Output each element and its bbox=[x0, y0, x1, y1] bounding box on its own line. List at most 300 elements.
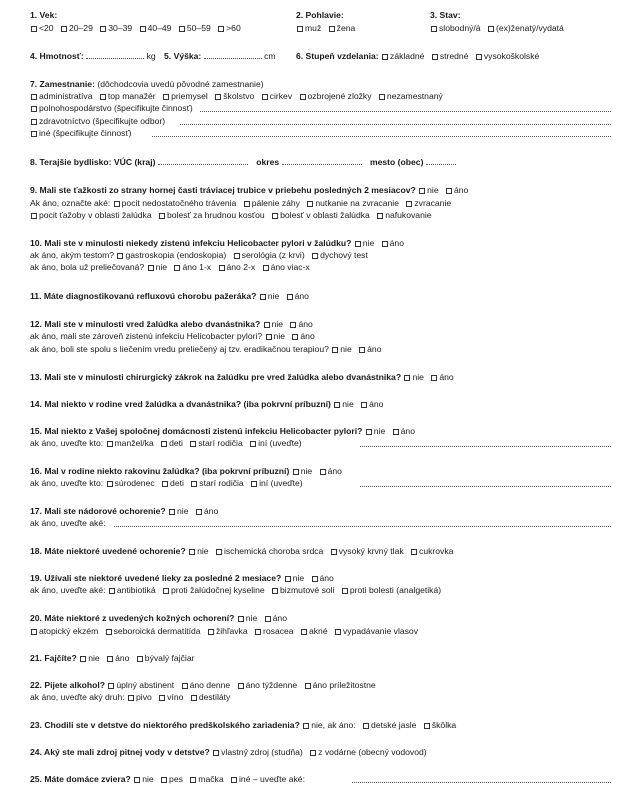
q7-options bbox=[30, 91, 611, 102]
q24-opt: vlastný zdroj (studňa) bbox=[221, 747, 303, 757]
q20-yes: áno bbox=[272, 613, 287, 623]
q25-opt: mačka bbox=[198, 774, 224, 784]
checkbox[interactable] bbox=[128, 695, 134, 701]
q7-other1-label: polnohospodárstvo (špecifikujte činnosť) bbox=[39, 103, 193, 113]
q19-drug: bizmutové soli bbox=[280, 585, 335, 595]
q19-sub: ak áno, uveďte aké: bbox=[30, 585, 106, 595]
checkbox[interactable] bbox=[303, 723, 309, 729]
checkbox[interactable] bbox=[335, 629, 341, 635]
q3-options bbox=[430, 23, 564, 34]
q22-title: 22. Pijete alkohol? bbox=[30, 680, 105, 690]
q24-title: 24. Aký ste mali zdroj pitnej vody v detstve? bbox=[30, 747, 210, 757]
q16-note: (iba pokrvní príbuzní) bbox=[201, 466, 290, 476]
checkbox[interactable] bbox=[161, 441, 167, 447]
q6-title: 6. Stupeň vzdelania: bbox=[296, 51, 379, 61]
height-field[interactable] bbox=[204, 57, 262, 59]
checkbox[interactable] bbox=[213, 750, 219, 756]
checkbox[interactable] bbox=[419, 188, 425, 194]
q14-row bbox=[30, 399, 611, 410]
checkbox[interactable] bbox=[191, 695, 197, 701]
q18-row bbox=[30, 546, 611, 557]
q19-title: 19. Užívali ste niektoré uvedené lieky za posledné 2 mesiace? bbox=[30, 573, 282, 583]
checkbox[interactable] bbox=[312, 576, 318, 582]
checkbox[interactable] bbox=[218, 26, 224, 32]
q19-no: nie bbox=[292, 573, 305, 583]
q22-opt: áno denne bbox=[189, 680, 231, 690]
q1-opt: 40–49 bbox=[147, 23, 172, 33]
q20-opt: atopický ekzém bbox=[39, 626, 99, 636]
checkbox[interactable] bbox=[208, 629, 214, 635]
checkbox[interactable] bbox=[137, 656, 143, 662]
checkbox[interactable] bbox=[377, 213, 383, 219]
q16-who: súrodenec bbox=[114, 478, 155, 488]
checkbox[interactable] bbox=[238, 616, 244, 622]
checkbox[interactable] bbox=[31, 26, 37, 32]
checkbox[interactable] bbox=[31, 119, 37, 125]
q4-unit: kg bbox=[146, 51, 156, 61]
checkbox[interactable] bbox=[231, 777, 237, 783]
city-field[interactable] bbox=[426, 163, 456, 165]
q1-opt: 50–59 bbox=[186, 23, 211, 33]
q10-treat bbox=[30, 262, 611, 273]
checkbox[interactable] bbox=[312, 253, 318, 259]
q15-who-row bbox=[30, 438, 611, 449]
q21-title: 21. Fajčíte? bbox=[30, 653, 77, 663]
checkbox[interactable] bbox=[300, 94, 306, 100]
q19-drugs-row bbox=[30, 585, 611, 596]
checkbox[interactable] bbox=[424, 723, 430, 729]
checkbox[interactable] bbox=[334, 402, 340, 408]
checkbox[interactable] bbox=[297, 26, 303, 32]
q12-no: nie bbox=[271, 319, 284, 329]
checkbox[interactable] bbox=[161, 777, 167, 783]
checkbox[interactable] bbox=[406, 201, 412, 207]
q9-title-row bbox=[30, 185, 611, 196]
checkbox[interactable] bbox=[382, 54, 388, 60]
checkbox[interactable] bbox=[476, 54, 482, 60]
checkbox[interactable] bbox=[179, 26, 185, 32]
q9-sym: pocit ťažoby v oblasti žalúdka bbox=[39, 210, 152, 220]
q11-yes: áno bbox=[294, 291, 309, 301]
checkbox[interactable] bbox=[219, 265, 225, 271]
checkbox[interactable] bbox=[285, 576, 291, 582]
q25-title: 25. Máte domáce zviera? bbox=[30, 774, 131, 784]
checkbox[interactable] bbox=[31, 106, 37, 112]
checkbox[interactable] bbox=[169, 509, 175, 515]
q25-field[interactable] bbox=[352, 782, 611, 783]
q9-sym: zvracanie bbox=[414, 198, 452, 208]
checkbox[interactable] bbox=[31, 213, 37, 219]
q10-treat-opt: nie bbox=[155, 262, 168, 272]
q2-title: 2. Pohlavie: bbox=[296, 10, 344, 20]
q13-no: nie bbox=[412, 372, 424, 382]
q14-no: nie bbox=[342, 399, 354, 409]
q7-opt: školstvo bbox=[223, 91, 255, 101]
q21-opt: nie bbox=[88, 653, 100, 663]
q23-no: nie, ak áno: bbox=[311, 720, 356, 730]
q8-label-region: VÚC (kraj) bbox=[113, 157, 156, 167]
checkbox[interactable] bbox=[287, 294, 293, 300]
checkbox[interactable] bbox=[290, 322, 296, 328]
q22-opt: áno týždenne bbox=[245, 680, 298, 690]
q7-other1-field[interactable] bbox=[200, 111, 611, 112]
q9-sym: pálenie záhy bbox=[251, 198, 300, 208]
checkbox[interactable] bbox=[190, 441, 196, 447]
q19-drug: proti žalúdočnej kyseline bbox=[171, 585, 265, 595]
checkbox[interactable] bbox=[292, 334, 298, 340]
q18-title: 18. Máte niektoré uvedené ochorenie? bbox=[30, 546, 186, 556]
q6-row bbox=[296, 51, 539, 62]
q7-other2-label: zdravotníctvo (špecifikujte odbor) bbox=[39, 116, 166, 126]
q20-opt: žihľavka bbox=[215, 626, 248, 636]
q12-sub2-row bbox=[30, 344, 611, 355]
q22-kinds-row bbox=[30, 692, 611, 703]
q4-row bbox=[30, 51, 276, 62]
q10-test: dychový test bbox=[320, 250, 368, 260]
checkbox[interactable] bbox=[366, 429, 372, 435]
q20-opt: akné bbox=[308, 626, 328, 636]
q6-opt: stredné bbox=[439, 51, 469, 61]
q19-yes: áno bbox=[319, 573, 334, 583]
q22-kind: destiláty bbox=[198, 692, 231, 702]
checkbox[interactable] bbox=[215, 94, 221, 100]
checkbox[interactable] bbox=[191, 481, 197, 487]
q17-sub: ak áno, uveďte aké: bbox=[30, 518, 106, 528]
checkbox[interactable] bbox=[31, 94, 37, 100]
q15-who: manžel/ka bbox=[114, 438, 154, 448]
q10-no: nie bbox=[362, 238, 375, 248]
checkbox[interactable] bbox=[163, 588, 169, 594]
checkbox[interactable] bbox=[446, 188, 452, 194]
q11-row bbox=[30, 291, 611, 302]
q8-label-district: okres bbox=[256, 157, 280, 167]
q10-tests bbox=[30, 250, 611, 261]
q22-opt: úplný abstinent bbox=[116, 680, 175, 690]
q16-who: starí rodičia bbox=[199, 478, 244, 488]
q11-title: 11. Máte diagnostikovanú refluxovú chorobu pažeráka? bbox=[30, 291, 257, 301]
q1-opt: <20 bbox=[39, 23, 54, 33]
checkbox[interactable] bbox=[163, 94, 169, 100]
q24-opt: z vodárne (obecný vodovod) bbox=[318, 747, 427, 757]
checkbox[interactable] bbox=[355, 241, 361, 247]
q13-title: 13. Mali ste v minulosti chirurgický zákrok na žalúdku pre vred žalúdka alebo dvanástnika? bbox=[30, 372, 402, 382]
q12-sub1-yes: áno bbox=[300, 331, 315, 341]
checkbox[interactable] bbox=[238, 683, 244, 689]
checkbox[interactable] bbox=[260, 294, 266, 300]
q5-title: 5. Výška: bbox=[164, 51, 202, 61]
q24-row bbox=[30, 747, 611, 758]
q25-row bbox=[30, 774, 611, 785]
q7-opt: priemysel bbox=[171, 91, 208, 101]
checkbox[interactable] bbox=[307, 201, 313, 207]
checkbox[interactable] bbox=[251, 481, 257, 487]
q7-other1 bbox=[30, 103, 611, 114]
checkbox[interactable] bbox=[329, 26, 335, 32]
checkbox[interactable] bbox=[411, 549, 417, 555]
q10-sub2: ak áno, bola už preliečovaná? bbox=[30, 262, 145, 272]
q16-yes: áno bbox=[327, 466, 342, 476]
q11-no: nie bbox=[267, 291, 280, 301]
q20-title-row bbox=[30, 613, 611, 624]
checkbox[interactable] bbox=[190, 777, 196, 783]
q7-opt: cirkev bbox=[269, 91, 293, 101]
q15-title-row bbox=[30, 426, 611, 437]
q19-title-row bbox=[30, 573, 611, 584]
checkbox[interactable] bbox=[234, 253, 240, 259]
q12-sub2: ak áno, boli ste spolu s liečením vredu preliečený aj tzv. eradikačnou terapiou? bbox=[30, 344, 329, 354]
q15-who: deti bbox=[169, 438, 183, 448]
checkbox[interactable] bbox=[264, 322, 270, 328]
checkbox[interactable] bbox=[272, 588, 278, 594]
q14-note: (iba pokrvní príbuzní) bbox=[243, 399, 331, 409]
q18-opt: nie bbox=[197, 546, 209, 556]
q22-sub: ak áno, uveďte aký druh: bbox=[30, 692, 125, 702]
checkbox[interactable] bbox=[106, 629, 112, 635]
q12-yes: áno bbox=[298, 319, 313, 329]
q16-title: 16. Mal v rodine niekto rakovinu žalúdka? bbox=[30, 466, 200, 476]
q9-no: nie bbox=[427, 185, 439, 195]
q10-test: serológia (z krvi) bbox=[241, 250, 305, 260]
checkbox[interactable] bbox=[100, 26, 106, 32]
checkbox[interactable] bbox=[379, 94, 385, 100]
q13-row bbox=[30, 372, 611, 383]
q22-title-row bbox=[30, 680, 611, 691]
q18-opt: vysoký krvný tlak bbox=[338, 546, 404, 556]
q3-opt: (ex)ženatý/vydatá bbox=[495, 23, 564, 33]
checkbox[interactable] bbox=[134, 777, 140, 783]
q19-drug: antibiotiká bbox=[116, 585, 156, 595]
checkbox[interactable] bbox=[80, 656, 86, 662]
q7-other2 bbox=[30, 116, 611, 127]
checkbox[interactable] bbox=[107, 441, 113, 447]
q3-title: 3. Stav: bbox=[430, 10, 461, 20]
checkbox[interactable] bbox=[431, 375, 437, 381]
q7-title: 7. Zamestnanie: bbox=[30, 79, 95, 89]
q16-sub: ak áno, uveďte kto: bbox=[30, 478, 104, 488]
q22-kind: pivo bbox=[136, 692, 152, 702]
checkbox[interactable] bbox=[320, 469, 326, 475]
checkbox[interactable] bbox=[114, 201, 120, 207]
q20-no: nie bbox=[245, 613, 258, 623]
q25-opt: pes bbox=[169, 774, 183, 784]
checkbox[interactable] bbox=[100, 94, 106, 100]
q8-row bbox=[30, 157, 456, 168]
q15-no: nie bbox=[373, 426, 386, 436]
checkbox[interactable] bbox=[31, 131, 37, 137]
checkbox[interactable] bbox=[159, 695, 165, 701]
q1-opt: >60 bbox=[226, 23, 241, 33]
q25-opt: nie bbox=[142, 774, 154, 784]
checkbox[interactable] bbox=[301, 629, 307, 635]
q8-title: 8. Terajšie bydlisko: bbox=[30, 157, 112, 167]
q12-sub1-no: nie bbox=[273, 331, 286, 341]
checkbox[interactable] bbox=[361, 402, 367, 408]
q6-opt: vysokoškolské bbox=[483, 51, 540, 61]
q25-opt: iné – uveďte aké: bbox=[239, 774, 305, 784]
q12-sub2-no: nie bbox=[340, 344, 352, 354]
checkbox[interactable] bbox=[262, 94, 268, 100]
q12-sub1: ak áno, mali ste zároveň zistenú infekciu Helicobacter pylori? bbox=[30, 331, 263, 341]
checkbox[interactable] bbox=[331, 549, 337, 555]
q10-treat-opt: áno 2-x bbox=[226, 262, 256, 272]
checkbox[interactable] bbox=[140, 26, 146, 32]
q17-field[interactable] bbox=[114, 526, 611, 527]
q23-row bbox=[30, 720, 611, 731]
checkbox[interactable] bbox=[272, 213, 278, 219]
q12-sub2-yes: áno bbox=[367, 344, 382, 354]
q15-sub: ak áno, uveďte kto: bbox=[30, 438, 104, 448]
weight-field[interactable] bbox=[86, 57, 144, 59]
checkbox[interactable] bbox=[332, 347, 338, 353]
q9-sym-row2 bbox=[30, 210, 611, 221]
q1-title: 1. Vek: bbox=[30, 10, 58, 20]
region-field[interactable] bbox=[158, 163, 248, 165]
q10-treat-opt: áno 1-x bbox=[182, 262, 212, 272]
q16-who: deti bbox=[170, 478, 184, 488]
q7-other3-field[interactable] bbox=[152, 136, 611, 137]
checkbox[interactable] bbox=[117, 253, 123, 259]
checkbox[interactable] bbox=[196, 509, 202, 515]
checkbox[interactable] bbox=[432, 54, 438, 60]
q20-opts-row bbox=[30, 626, 611, 637]
q12-title: 12. Mali ste v minulosti vred žalúdka alebo dvanástnika? bbox=[30, 319, 261, 329]
q17-title: 17. Mali ste nádorové ochorenie? bbox=[30, 506, 166, 516]
q16-other-field[interactable] bbox=[360, 486, 611, 487]
q7-other3 bbox=[30, 128, 611, 139]
checkbox[interactable] bbox=[182, 683, 188, 689]
q17-no: nie bbox=[177, 506, 189, 516]
checkbox[interactable] bbox=[359, 347, 365, 353]
checkbox[interactable] bbox=[363, 723, 369, 729]
q9-sym: pocit nedostatočného trávenia bbox=[121, 198, 237, 208]
q7-other2-field[interactable] bbox=[180, 124, 611, 125]
q2-options bbox=[296, 23, 359, 34]
q14-yes: áno bbox=[369, 399, 384, 409]
q15-yes: áno bbox=[400, 426, 415, 436]
q2-opt: žena bbox=[336, 23, 356, 33]
q20-opt: seboroická dermatitída bbox=[113, 626, 201, 636]
checkbox[interactable] bbox=[107, 481, 113, 487]
q21-opt: áno bbox=[115, 653, 130, 663]
q23-title: 23. Chodili ste v detstve do niektorého predškolského zariadenia? bbox=[30, 720, 300, 730]
q21-opt: bývalý fajčiar bbox=[144, 653, 195, 663]
q9-sym: nafukovanie bbox=[385, 210, 432, 220]
q10-title-row bbox=[30, 238, 611, 249]
checkbox[interactable] bbox=[31, 629, 37, 635]
q10-sub1: ak áno, akým testom? bbox=[30, 250, 115, 260]
checkbox[interactable] bbox=[61, 26, 67, 32]
q14-title: 14. Mal niekto v rodine vred žalúdka a dvanástnika? bbox=[30, 399, 242, 409]
q12-sub1-row bbox=[30, 331, 611, 342]
checkbox[interactable] bbox=[108, 683, 114, 689]
q15-who: starí rodičia bbox=[198, 438, 243, 448]
q19-drug: proti bolesti (analgetiká) bbox=[349, 585, 442, 595]
q16-who: iní (uveďte) bbox=[259, 478, 303, 488]
q10-test: gastroskopia (endoskopia) bbox=[125, 250, 227, 260]
q7-note: (dôchodcovia uvedú pôvodné zamestnanie) bbox=[97, 79, 264, 89]
checkbox[interactable] bbox=[148, 265, 154, 271]
checkbox[interactable] bbox=[107, 656, 113, 662]
q5-unit: cm bbox=[264, 51, 276, 61]
q7-opt: top manažér bbox=[107, 91, 156, 101]
checkbox[interactable] bbox=[255, 629, 261, 635]
checkbox[interactable] bbox=[310, 750, 316, 756]
checkbox[interactable] bbox=[174, 265, 180, 271]
checkbox[interactable] bbox=[250, 441, 256, 447]
q18-opt: ischemická choroba srdca bbox=[223, 546, 324, 556]
checkbox[interactable] bbox=[393, 429, 399, 435]
q1-opt: 30–39 bbox=[108, 23, 133, 33]
checkbox[interactable] bbox=[382, 241, 388, 247]
q12-title-row bbox=[30, 319, 611, 330]
checkbox[interactable] bbox=[293, 469, 299, 475]
q8-label-city: mesto (obec) bbox=[369, 157, 424, 167]
q20-opt: rosacea bbox=[263, 626, 294, 636]
q6-opt: základné bbox=[390, 51, 425, 61]
checkbox[interactable] bbox=[263, 265, 269, 271]
q23-opt: detské jasle bbox=[371, 720, 417, 730]
q7-other3-label: iné (špecifikujte činnosť) bbox=[39, 128, 132, 138]
checkbox[interactable] bbox=[305, 683, 311, 689]
checkbox[interactable] bbox=[488, 26, 494, 32]
q9-sym: bolesť v oblasti žalúdka bbox=[280, 210, 370, 220]
q2-opt: muž bbox=[305, 23, 322, 33]
q9-sym: nutkanie na zvracanie bbox=[315, 198, 399, 208]
q13-yes: áno bbox=[439, 372, 454, 382]
q7-title-row bbox=[30, 79, 611, 90]
q16-title-row bbox=[30, 466, 611, 477]
checkbox[interactable] bbox=[189, 549, 195, 555]
q15-title: 15. Mal niekto z Vašej spoločnej domácnosti zistenú infekciu Helicobacter pylori? bbox=[30, 426, 363, 436]
q15-other-field[interactable] bbox=[360, 446, 611, 447]
q7-opt: nezamestnaný bbox=[386, 91, 443, 101]
district-field[interactable] bbox=[282, 163, 362, 165]
q21-row bbox=[30, 653, 611, 664]
checkbox[interactable] bbox=[404, 375, 410, 381]
checkbox[interactable] bbox=[265, 616, 271, 622]
checkbox[interactable] bbox=[244, 201, 250, 207]
q10-treat-opt: áno viac-x bbox=[270, 262, 310, 272]
q22-opt: áno príležitostne bbox=[312, 680, 376, 690]
q9-sub: Ak áno, označte aké: bbox=[30, 198, 111, 208]
q10-title: 10. Mali ste v minulosti niekedy zistenú infekciu Helicobacter pylori v žalúdku? bbox=[30, 238, 352, 248]
q23-opt: škôlka bbox=[431, 720, 457, 730]
checkbox[interactable] bbox=[266, 334, 272, 340]
checkbox[interactable] bbox=[159, 213, 165, 219]
checkbox[interactable] bbox=[109, 588, 115, 594]
q20-opt: vypadávanie vlasov bbox=[343, 626, 419, 636]
checkbox[interactable] bbox=[342, 588, 348, 594]
q4-title: 4. Hmotnosť: bbox=[30, 51, 84, 61]
q1-options bbox=[30, 23, 245, 34]
q10-yes: áno bbox=[389, 238, 404, 248]
q20-title: 20. Máte niektoré z uvedených kožných ochorení? bbox=[30, 613, 235, 623]
q16-no: nie bbox=[300, 466, 313, 476]
checkbox[interactable] bbox=[216, 549, 222, 555]
checkbox[interactable] bbox=[431, 26, 437, 32]
q17-row bbox=[30, 506, 611, 517]
q7-opt: administratíva bbox=[39, 91, 93, 101]
q9-title: 9. Mali ste ťažkosti zo strany hornej časti tráviacej trubice v priebehu posledných 2 mesiacov? bbox=[30, 185, 416, 195]
q9-sym-row1 bbox=[30, 198, 611, 209]
q15-who: iní (uveďte) bbox=[258, 438, 302, 448]
checkbox[interactable] bbox=[162, 481, 168, 487]
q3-opt: slobodný/á bbox=[439, 23, 481, 33]
q18-opt: cukrovka bbox=[419, 546, 454, 556]
q7-opt: ozbrojené zložky bbox=[307, 91, 372, 101]
q16-who-row bbox=[30, 478, 611, 489]
q17-yes: áno bbox=[203, 506, 219, 516]
